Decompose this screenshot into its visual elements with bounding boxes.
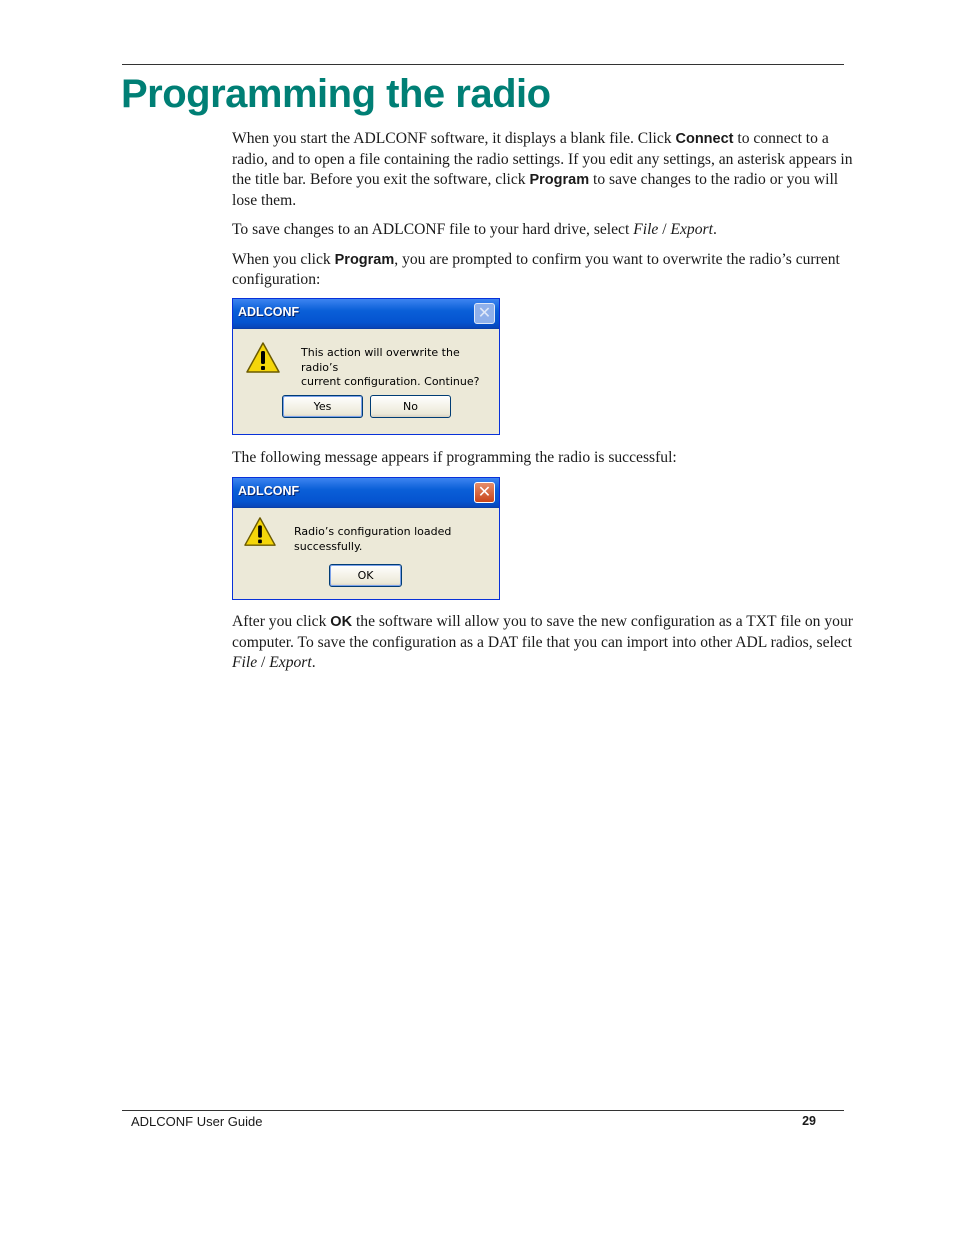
text: the software will allow you to save the new configuration as a TXT file on your computer. To save the configuration as a DAT file that you can import into other ADL radios, select	[232, 613, 853, 651]
program-term: Program	[529, 172, 590, 188]
close-icon[interactable]: ✕	[474, 482, 495, 503]
text: When you click	[232, 250, 335, 268]
confirm-overwrite-dialog	[232, 298, 500, 435]
dialog-message: Radio’s configuration loaded successfully.	[294, 525, 452, 553]
export-menu-term: Export	[670, 221, 713, 238]
dialog-message	[301, 346, 499, 390]
page-number: 29	[802, 1114, 816, 1128]
body-section-1	[232, 129, 856, 300]
footer-rule	[122, 1110, 844, 1111]
body-section-3	[232, 612, 856, 683]
text: to connect to a radio, and to open a file containing the radio settings. If you edit any settings, an asterisk appears in the title bar. Before you exit the software, click	[232, 130, 853, 188]
footer-guide-name: ADLCONF User Guide	[131, 1114, 263, 1129]
text: /	[658, 221, 671, 238]
success-dialog	[232, 477, 500, 600]
warning-icon	[243, 516, 277, 548]
dialog-title: ADLCONF	[238, 305, 300, 319]
file-menu-term: File	[232, 654, 258, 671]
text: /	[257, 654, 270, 671]
close-icon[interactable]: ✕	[474, 303, 495, 324]
paragraph-success: The following message appears if programming the radio is successful:	[232, 449, 677, 466]
warning-icon	[245, 341, 281, 375]
paragraph-program-prompt	[232, 250, 856, 291]
header-rule	[122, 64, 844, 65]
dialog-titlebar	[233, 299, 499, 329]
text: .	[712, 221, 717, 238]
ok-term: OK	[330, 614, 353, 630]
text: , you are prompted to confirm you want to overwrite the radio’s current configuration:	[232, 250, 840, 288]
message-line: current configuration. Continue?	[301, 375, 480, 388]
yes-button[interactable]: Yes	[282, 395, 363, 418]
file-menu-term: File	[633, 221, 659, 238]
paragraph-intro	[232, 129, 856, 211]
text: .	[311, 654, 316, 671]
ok-button[interactable]: OK	[329, 564, 402, 587]
text: After you click	[232, 613, 331, 630]
message-line: This action will overwrite the radio’s	[301, 346, 460, 374]
export-menu-term: Export	[269, 654, 312, 671]
paragraph-export	[232, 220, 856, 241]
connect-term: Connect	[675, 131, 734, 147]
dialog-title: ADLCONF	[238, 484, 300, 498]
text: When you start the ADLCONF software, it displays a blank file. Click	[232, 130, 676, 147]
no-button[interactable]: No	[370, 395, 451, 418]
paragraph-after-ok	[232, 612, 856, 674]
program-term: Program	[334, 251, 395, 268]
page-title: Programming the radio	[121, 72, 551, 116]
text: To save changes to an ADLCONF file to your hard drive, select	[232, 221, 634, 238]
body-section-2	[232, 448, 856, 478]
text: to save changes to the radio or you will lose them.	[232, 171, 839, 209]
dialog-titlebar	[233, 478, 499, 508]
